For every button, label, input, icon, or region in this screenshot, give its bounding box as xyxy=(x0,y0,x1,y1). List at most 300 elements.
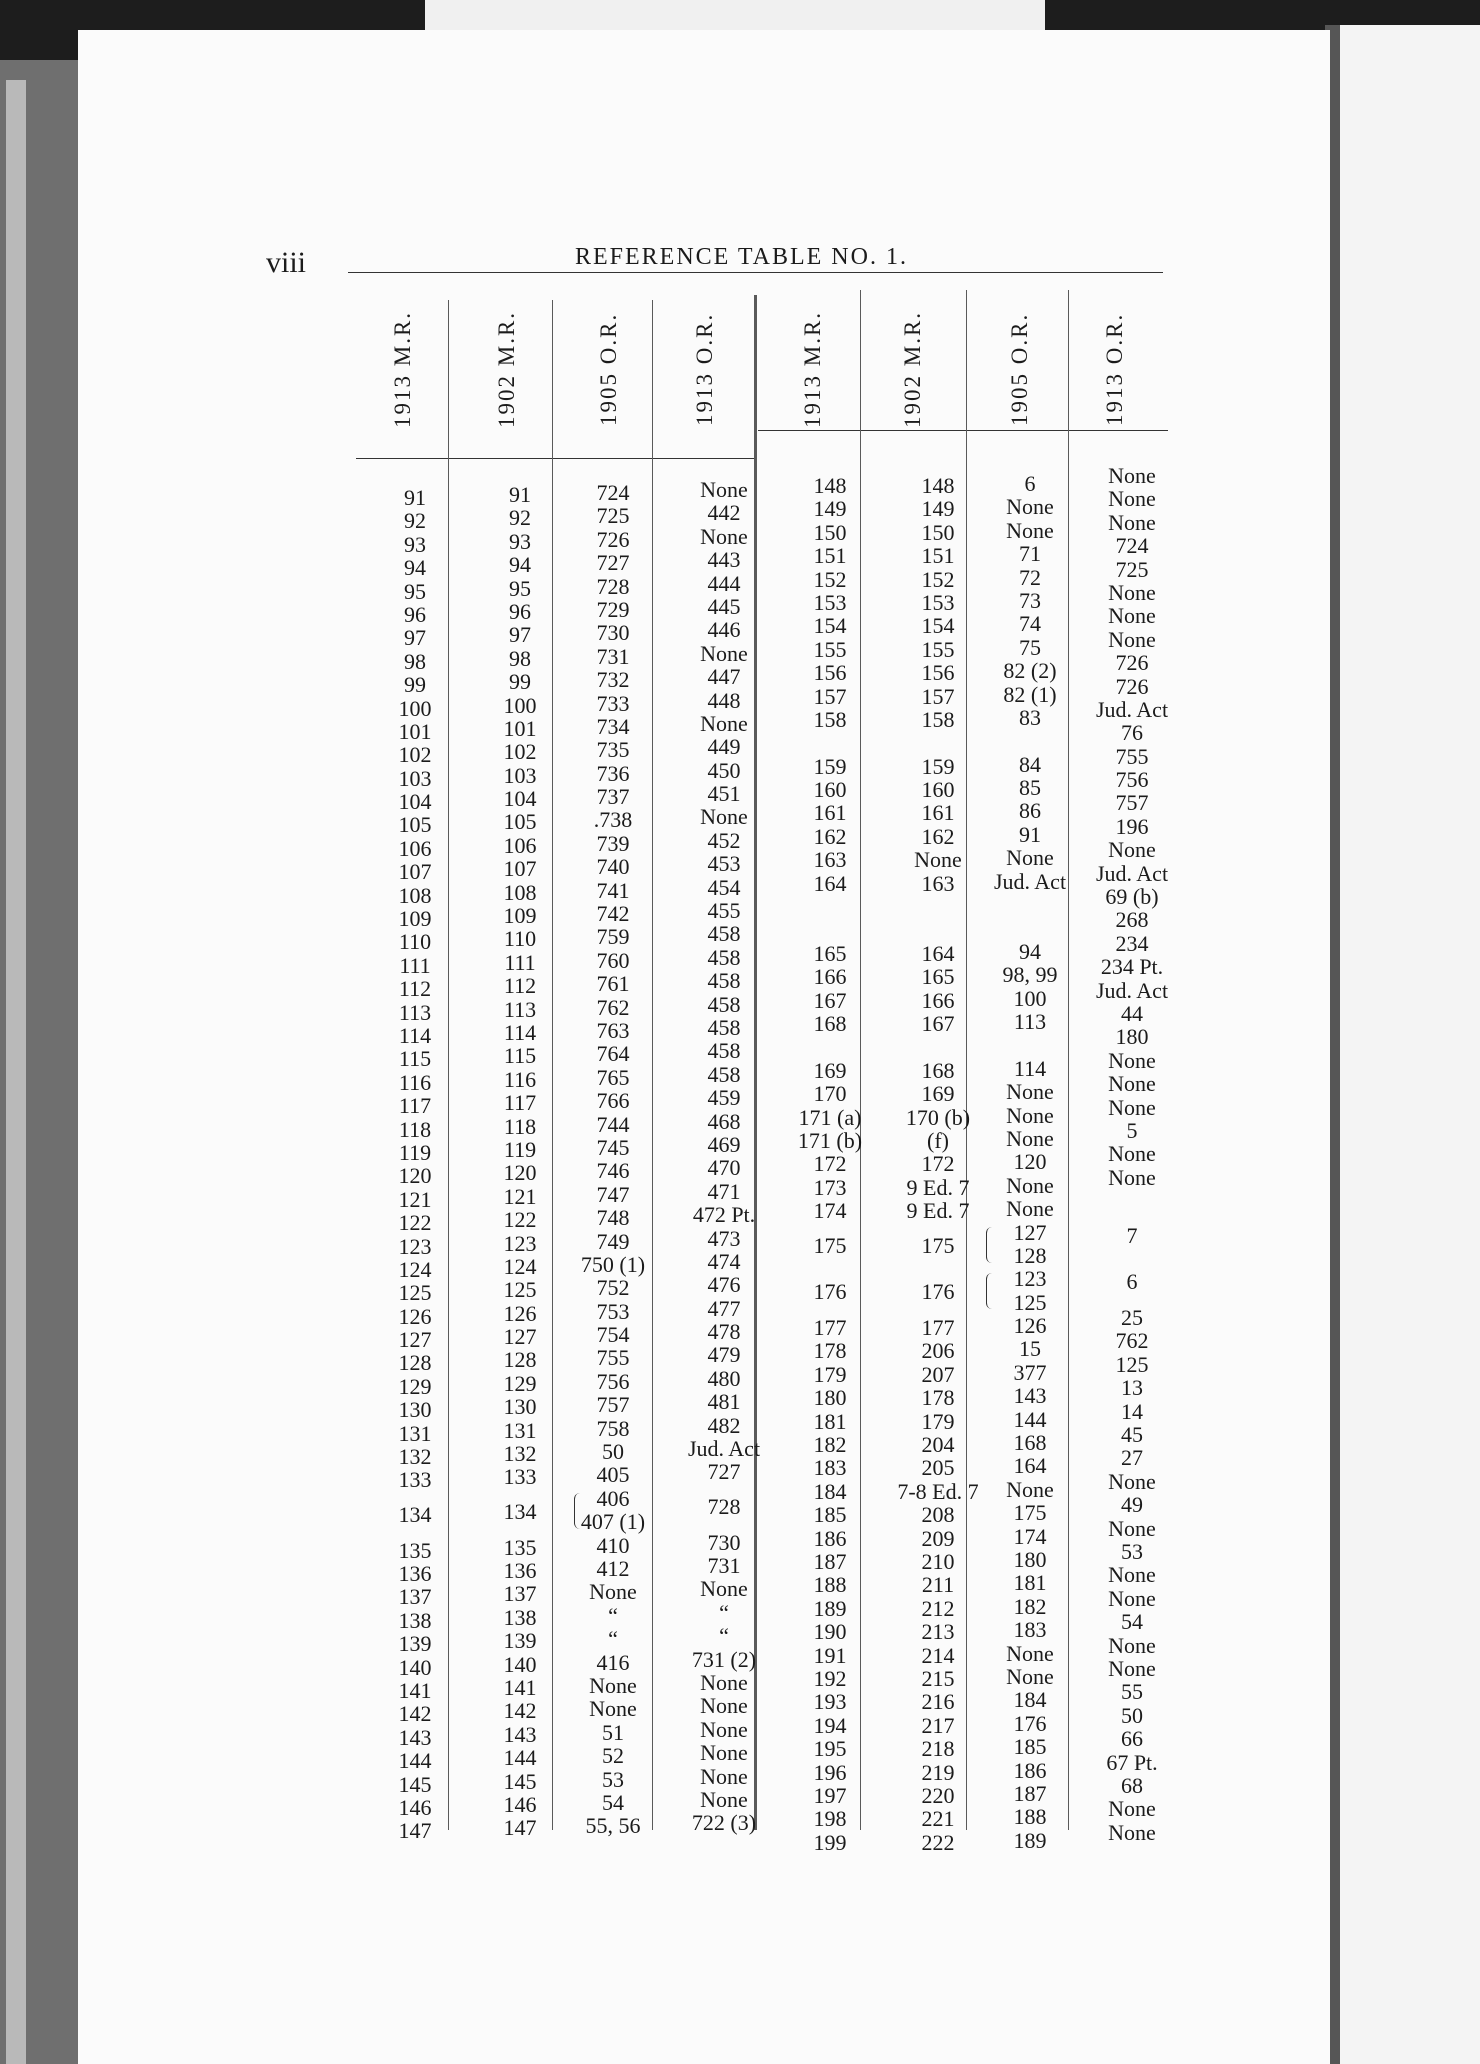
right-col-1913-mr xyxy=(790,474,870,1854)
table-cell: 757 xyxy=(596,1392,630,1418)
table-cell: 7 xyxy=(1126,1222,1138,1248)
table-cell: 196 xyxy=(813,1759,847,1785)
table-cell: 115 xyxy=(398,1046,432,1072)
table-cell: 450 xyxy=(707,757,741,783)
table-cell: 131 xyxy=(398,1420,432,1446)
table-cell: 145 xyxy=(503,1768,537,1794)
table-cell: None xyxy=(1108,1164,1156,1190)
table-cell: 218 xyxy=(921,1736,955,1762)
table-cell: 726 xyxy=(1115,673,1149,699)
table-cell: 178 xyxy=(813,1338,847,1364)
table-cell: 178 xyxy=(921,1385,955,1411)
table-cell: 760 xyxy=(596,947,630,973)
table-cell: 53 xyxy=(1121,1539,1143,1564)
table-cell: 444 xyxy=(707,570,741,596)
table-cell: 759 xyxy=(596,924,630,950)
table-cell: None xyxy=(1108,1819,1156,1845)
table-cell: None xyxy=(1108,1094,1156,1120)
table-cell: 113 xyxy=(398,999,432,1025)
table-cell: 186 xyxy=(1013,1757,1047,1783)
table-cell: 143 xyxy=(503,1721,537,1747)
table-cell: 177 xyxy=(921,1315,955,1341)
table-cell: 167 xyxy=(813,987,847,1013)
table-cell: 752 xyxy=(596,1275,630,1301)
table-cell: 765 xyxy=(596,1064,630,1090)
table-cell: 172 xyxy=(921,1151,955,1177)
table-cell: 127 xyxy=(1013,1219,1047,1245)
table-cell: 468 xyxy=(707,1108,741,1134)
table-cell: 127 xyxy=(503,1324,537,1350)
page-title: REFERENCE TABLE NO. 1. xyxy=(575,244,908,270)
table-cell: 104 xyxy=(398,789,432,815)
table-cell: 134 xyxy=(503,1498,537,1524)
table-cell: 125 xyxy=(1115,1351,1149,1377)
table-cell: 157 xyxy=(813,683,847,709)
header-1913-mr-right: 1913 M.R. xyxy=(800,310,825,428)
table-cell: None xyxy=(1108,509,1156,535)
header-rule-left xyxy=(356,458,756,459)
table-cell: 76 xyxy=(1121,720,1143,746)
table-cell: 474 xyxy=(707,1248,741,1274)
table-cell: “ xyxy=(719,1599,729,1625)
header-1905-or-left: 1905 O.R. xyxy=(596,312,621,426)
table-cell: 156 xyxy=(813,660,847,686)
table-cell: 9 Ed. 7 xyxy=(906,1198,970,1224)
table-cell xyxy=(888,1035,988,1058)
right-col-1902-mr xyxy=(888,474,988,1854)
table-cell: None xyxy=(1108,837,1156,863)
table-cell: 161 xyxy=(921,800,955,826)
table-cell: 724 xyxy=(1115,533,1149,559)
table-cell: 155 xyxy=(921,636,955,662)
table-cell: None xyxy=(700,1576,748,1602)
table-cell: 452 xyxy=(707,827,741,853)
table-cell: 103 xyxy=(398,765,432,791)
table-cell: 179 xyxy=(921,1408,955,1434)
table-cell: 9 Ed. 7 xyxy=(906,1174,970,1200)
table-cell: 83 xyxy=(1019,704,1041,730)
table-cell: 119 xyxy=(503,1136,537,1162)
table-cell: None xyxy=(1108,579,1156,605)
header-1913-mr-left: 1913 M.R. xyxy=(390,310,415,428)
table-cell: 750 (1) xyxy=(580,1251,646,1277)
table-cell: 183 xyxy=(1013,1617,1047,1643)
table-cell: 185 xyxy=(1013,1734,1047,1760)
table-cell: 140 xyxy=(503,1651,537,1677)
table-cell: 472 Pt. xyxy=(692,1202,756,1228)
page-number: viii xyxy=(266,246,307,279)
table-cell: 143 xyxy=(1013,1383,1047,1409)
right-col-1905-or xyxy=(980,472,1080,1852)
table-cell: .738 xyxy=(593,807,633,833)
table-cell: Jud. Act xyxy=(1095,860,1169,886)
left-col-1905-or xyxy=(568,481,658,1838)
table-cell xyxy=(888,731,988,754)
table-cell xyxy=(980,1033,1080,1056)
table-cell: 181 xyxy=(813,1408,847,1434)
table-cell: 7-8 Ed. 7 xyxy=(897,1478,979,1504)
table-cell: 195 xyxy=(813,1736,847,1762)
brace-mark xyxy=(986,1227,993,1263)
table-cell: None xyxy=(700,1763,748,1789)
table-cell: None xyxy=(700,1693,748,1719)
table-cell: None xyxy=(1108,626,1156,652)
table-cell: 118 xyxy=(503,1113,537,1139)
table-cell: 159 xyxy=(813,753,847,779)
table-cell: 747 xyxy=(596,1181,630,1207)
table-cell: 67 Pt. xyxy=(1106,1749,1158,1775)
table-cell: 102 xyxy=(398,742,432,768)
table-cell: 458 xyxy=(707,944,741,970)
table-cell: 150 xyxy=(813,519,847,545)
table-cell: 139 xyxy=(398,1631,432,1657)
table-cell: 184 xyxy=(1013,1687,1047,1713)
table-cell: 156 xyxy=(921,660,955,686)
table-cell: 198 xyxy=(813,1806,847,1832)
table-cell: 469 xyxy=(707,1131,741,1157)
table-cell: 125 xyxy=(1013,1289,1047,1315)
table-cell: 168 xyxy=(1013,1430,1047,1456)
table-cell: 50 xyxy=(602,1439,624,1465)
table-cell: 189 xyxy=(813,1595,847,1621)
table-cell: 177 xyxy=(813,1315,847,1341)
table-cell xyxy=(888,918,988,941)
table-cell: 180 xyxy=(813,1385,847,1411)
table-cell: 53 xyxy=(602,1766,624,1792)
table-cell: 478 xyxy=(707,1319,741,1345)
table-cell: 120 xyxy=(503,1160,537,1186)
table-cell: 724 xyxy=(596,480,630,505)
table-cell: 458 xyxy=(707,1014,741,1040)
table-cell: 121 xyxy=(398,1186,432,1212)
table-cell: 190 xyxy=(813,1619,847,1645)
table-cell: 454 xyxy=(707,874,741,900)
table-cell: 14 xyxy=(1121,1398,1143,1424)
table-cell: 155 xyxy=(813,636,847,662)
table-cell: 161 xyxy=(813,800,847,826)
table-cell: None xyxy=(1006,1476,1054,1502)
table-cell: 180 xyxy=(1115,1024,1149,1050)
table-cell: 105 xyxy=(398,812,432,838)
table-cell: 458 xyxy=(707,968,741,994)
table-cell: 449 xyxy=(707,734,741,760)
table-cell: None xyxy=(1108,603,1156,629)
table-cell: 131 xyxy=(503,1417,537,1443)
table-cell: 108 xyxy=(398,882,432,908)
table-cell: 191 xyxy=(813,1642,847,1668)
table-cell xyxy=(790,1035,870,1058)
table-cell: 147 xyxy=(398,1818,432,1844)
table-cell: 207 xyxy=(921,1361,955,1387)
header-1902-mr-left: 1902 M.R. xyxy=(494,310,519,428)
table-cell: 741 xyxy=(596,877,630,903)
table-cell: None xyxy=(1006,1196,1054,1222)
table-cell: 209 xyxy=(921,1525,955,1551)
table-cell: 727 xyxy=(707,1459,741,1485)
table-cell: 143 xyxy=(398,1724,432,1750)
table-cell: None xyxy=(589,1579,637,1605)
table-cell: 451 xyxy=(707,781,741,807)
table-cell: 405 xyxy=(596,1462,630,1488)
table-cell: 69 (b) xyxy=(1105,884,1159,910)
table-cell: 188 xyxy=(1013,1804,1047,1830)
table-cell: 114 xyxy=(398,1022,432,1048)
table-cell: 99 xyxy=(509,669,531,695)
table-cell: 140 xyxy=(398,1654,432,1680)
header-1913-or-left: 1913 O.R. xyxy=(692,312,717,426)
table-cell: 104 xyxy=(503,786,537,812)
table-cell: 138 xyxy=(398,1607,432,1633)
table-cell: 196 xyxy=(1115,813,1149,839)
table-cell: 181 xyxy=(1013,1570,1047,1596)
table-cell: 138 xyxy=(503,1604,537,1630)
table-cell: 162 xyxy=(921,823,955,849)
table-cell: 184 xyxy=(813,1478,847,1504)
table-cell: 110 xyxy=(398,929,432,955)
table-cell: 141 xyxy=(503,1674,537,1700)
table-cell: 163 xyxy=(921,870,955,896)
table-cell: 68 xyxy=(1121,1772,1143,1798)
table-cell: 95 xyxy=(404,578,426,604)
table-cell: None xyxy=(1006,517,1054,543)
table-cell: 729 xyxy=(596,596,630,622)
table-cell: 126 xyxy=(1013,1313,1047,1339)
table-cell: 127 xyxy=(398,1327,432,1353)
table-cell: 447 xyxy=(707,664,741,690)
table-cell: 123 xyxy=(398,1233,432,1259)
table-cell: 126 xyxy=(398,1303,432,1329)
table-cell: 179 xyxy=(813,1361,847,1387)
table-cell: 55, 56 xyxy=(585,1813,641,1839)
table-cell: 15 xyxy=(1019,1336,1041,1362)
table-cell: None xyxy=(1006,494,1054,520)
table-cell: 132 xyxy=(398,1444,432,1470)
table-cell: 234 Pt. xyxy=(1100,954,1164,980)
table-cell: 171 (b) xyxy=(797,1127,863,1153)
table-cell: 182 xyxy=(1013,1593,1047,1619)
table-cell: 731 xyxy=(596,643,630,669)
table-cell: 459 xyxy=(707,1085,741,1111)
table-cell: 174 xyxy=(813,1198,847,1224)
table-cell: 742 xyxy=(596,901,630,927)
table-cell: 116 xyxy=(398,1069,432,1095)
table-cell: 755 xyxy=(1115,743,1149,769)
table-cell: 175 xyxy=(813,1232,847,1258)
table-cell: 146 xyxy=(503,1791,537,1817)
table-cell: 159 xyxy=(921,753,955,779)
table-cell: 139 xyxy=(503,1628,537,1654)
table-cell: 748 xyxy=(596,1205,630,1231)
column-rule xyxy=(552,300,553,1830)
table-cell: 206 xyxy=(921,1338,955,1364)
table-cell: 163 xyxy=(813,847,847,873)
table-cell: (f) xyxy=(927,1127,949,1153)
table-cell: “ xyxy=(608,1626,618,1652)
table-cell: 125 xyxy=(503,1277,537,1303)
table-cell: 128 xyxy=(398,1350,432,1376)
table-cell: None xyxy=(700,1669,748,1695)
facing-page-scrap xyxy=(425,0,1045,32)
page-edges-left xyxy=(6,80,26,2064)
table-cell: 49 xyxy=(1121,1492,1143,1518)
table-cell: 113 xyxy=(503,996,537,1022)
table-cell: 473 xyxy=(707,1225,741,1251)
table-cell: 6 xyxy=(1024,471,1036,496)
table-cell: 142 xyxy=(503,1698,537,1724)
table-cell: 410 xyxy=(596,1532,630,1558)
table-cell: 481 xyxy=(707,1389,741,1415)
table-cell: 458 xyxy=(707,921,741,947)
table-cell: 141 xyxy=(398,1677,432,1703)
table-cell: 446 xyxy=(707,617,741,643)
table-cell: None xyxy=(700,477,748,502)
table-cell: 172 xyxy=(813,1151,847,1177)
table-cell: 27 xyxy=(1121,1445,1143,1471)
table-cell: 52 xyxy=(602,1743,624,1769)
table-cell: 458 xyxy=(707,1061,741,1087)
table-cell: 98 xyxy=(404,648,426,674)
table-cell: 86 xyxy=(1019,798,1041,824)
table-cell: 151 xyxy=(813,543,847,569)
table-cell: 113 xyxy=(1013,1008,1047,1034)
table-cell: 82 (2) xyxy=(1003,658,1057,684)
table-cell: 108 xyxy=(503,879,537,905)
left-col-1902-mr xyxy=(490,483,550,1840)
table-cell: None xyxy=(1108,1468,1156,1494)
table-cell: 726 xyxy=(596,526,630,552)
table-cell: 5 xyxy=(1126,1117,1138,1143)
table-cell: 133 xyxy=(398,1467,432,1493)
table-cell: 746 xyxy=(596,1158,630,1184)
table-cell: None xyxy=(1108,1071,1156,1097)
table-cell: 455 xyxy=(707,898,741,924)
table-cell: 122 xyxy=(503,1207,537,1233)
table-cell: 154 xyxy=(921,613,955,639)
table-cell: 142 xyxy=(398,1701,432,1727)
table-cell: 144 xyxy=(1013,1406,1047,1432)
table-cell: 112 xyxy=(503,973,537,999)
table-cell: 740 xyxy=(596,854,630,880)
table-cell: 91 xyxy=(404,485,426,510)
table-cell: 92 xyxy=(404,508,426,534)
table-cell: 114 xyxy=(1013,1055,1047,1081)
table-cell xyxy=(980,893,1080,916)
table-cell: 109 xyxy=(398,906,432,932)
table-cell: 180 xyxy=(1013,1547,1047,1572)
brace-mark xyxy=(574,1493,581,1529)
table-cell: 91 xyxy=(1019,821,1041,847)
table-cell: 110 xyxy=(503,926,537,952)
table-cell: 44 xyxy=(1121,1000,1143,1026)
table-cell: 101 xyxy=(398,718,432,744)
table-cell: None xyxy=(589,1672,637,1698)
table-cell: 45 xyxy=(1121,1422,1143,1448)
table-cell: 216 xyxy=(921,1689,955,1715)
table-cell: 220 xyxy=(921,1782,955,1808)
table-cell: 126 xyxy=(503,1300,537,1326)
table-cell: 164 xyxy=(921,940,955,966)
table-cell: 213 xyxy=(921,1619,955,1645)
braced-cell xyxy=(568,1487,658,1534)
table-cell: 102 xyxy=(503,739,537,765)
table-cell xyxy=(980,729,1080,752)
table-cell: 152 xyxy=(921,566,955,592)
table-cell: 192 xyxy=(813,1665,847,1691)
table-cell: 136 xyxy=(398,1560,432,1586)
table-cell: 477 xyxy=(707,1295,741,1321)
table-cell: 749 xyxy=(596,1228,630,1254)
table-cell xyxy=(980,916,1080,939)
table-cell: 95 xyxy=(509,575,531,601)
braced-cell xyxy=(980,1267,1080,1314)
table-cell: 458 xyxy=(707,1038,741,1064)
table-cell: Jud. Act xyxy=(1095,696,1169,722)
table-cell: 91 xyxy=(509,482,531,507)
table-cell: 94 xyxy=(404,555,426,581)
table-cell: 377 xyxy=(1013,1359,1047,1385)
table-cell: 135 xyxy=(503,1534,537,1560)
table-cell: 162 xyxy=(813,823,847,849)
table-cell: 208 xyxy=(921,1502,955,1528)
table-cell: 149 xyxy=(921,496,955,522)
table-cell: 99 xyxy=(404,672,426,698)
table-cell: 480 xyxy=(707,1365,741,1391)
table-cell: 166 xyxy=(813,964,847,990)
table-cell: 93 xyxy=(509,528,531,554)
table-cell: 754 xyxy=(596,1322,630,1348)
table-cell: 725 xyxy=(596,503,630,529)
table-cell: None xyxy=(1006,1663,1054,1689)
table-cell: None xyxy=(700,1786,748,1812)
table-cell: 761 xyxy=(596,971,630,997)
table-cell: 152 xyxy=(813,566,847,592)
table-cell: 171 (a) xyxy=(798,1104,862,1130)
table-cell: 117 xyxy=(503,1090,537,1116)
table-cell: 107 xyxy=(503,856,537,882)
table-cell: 137 xyxy=(503,1581,537,1607)
table-cell: 212 xyxy=(921,1595,955,1621)
table-cell: None xyxy=(1108,1796,1156,1822)
table-cell: 98 xyxy=(509,645,531,671)
table-cell: 737 xyxy=(596,784,630,810)
table-cell: 109 xyxy=(503,903,537,929)
table-cell: 215 xyxy=(921,1665,955,1691)
table-cell: 176 xyxy=(921,1279,955,1305)
table-cell: 166 xyxy=(921,987,955,1013)
table-cell: 160 xyxy=(813,777,847,803)
table-cell: 148 xyxy=(813,473,847,498)
table-cell: Jud. Act xyxy=(687,1436,761,1462)
table-cell: 150 xyxy=(921,519,955,545)
table-cell: 412 xyxy=(596,1555,630,1581)
table-cell: None xyxy=(1108,1655,1156,1681)
table-cell: Jud. Act xyxy=(1095,977,1169,1003)
table-cell: 728 xyxy=(596,573,630,599)
table-cell: 125 xyxy=(398,1280,432,1306)
table-cell: 735 xyxy=(596,737,630,763)
table-cell xyxy=(888,895,988,918)
table-cell: 129 xyxy=(398,1373,432,1399)
table-cell: 745 xyxy=(596,1134,630,1160)
table-cell: None xyxy=(1108,1141,1156,1167)
table-cell: 728 xyxy=(707,1493,741,1519)
table-cell: 731 (2) xyxy=(691,1646,757,1672)
table-cell: 211 xyxy=(921,1572,955,1598)
table-cell: 158 xyxy=(813,706,847,732)
table-cell: 123 xyxy=(1013,1266,1047,1292)
table-cell: 482 xyxy=(707,1412,741,1438)
header-1913-or-right: 1913 O.R. xyxy=(1102,312,1127,426)
